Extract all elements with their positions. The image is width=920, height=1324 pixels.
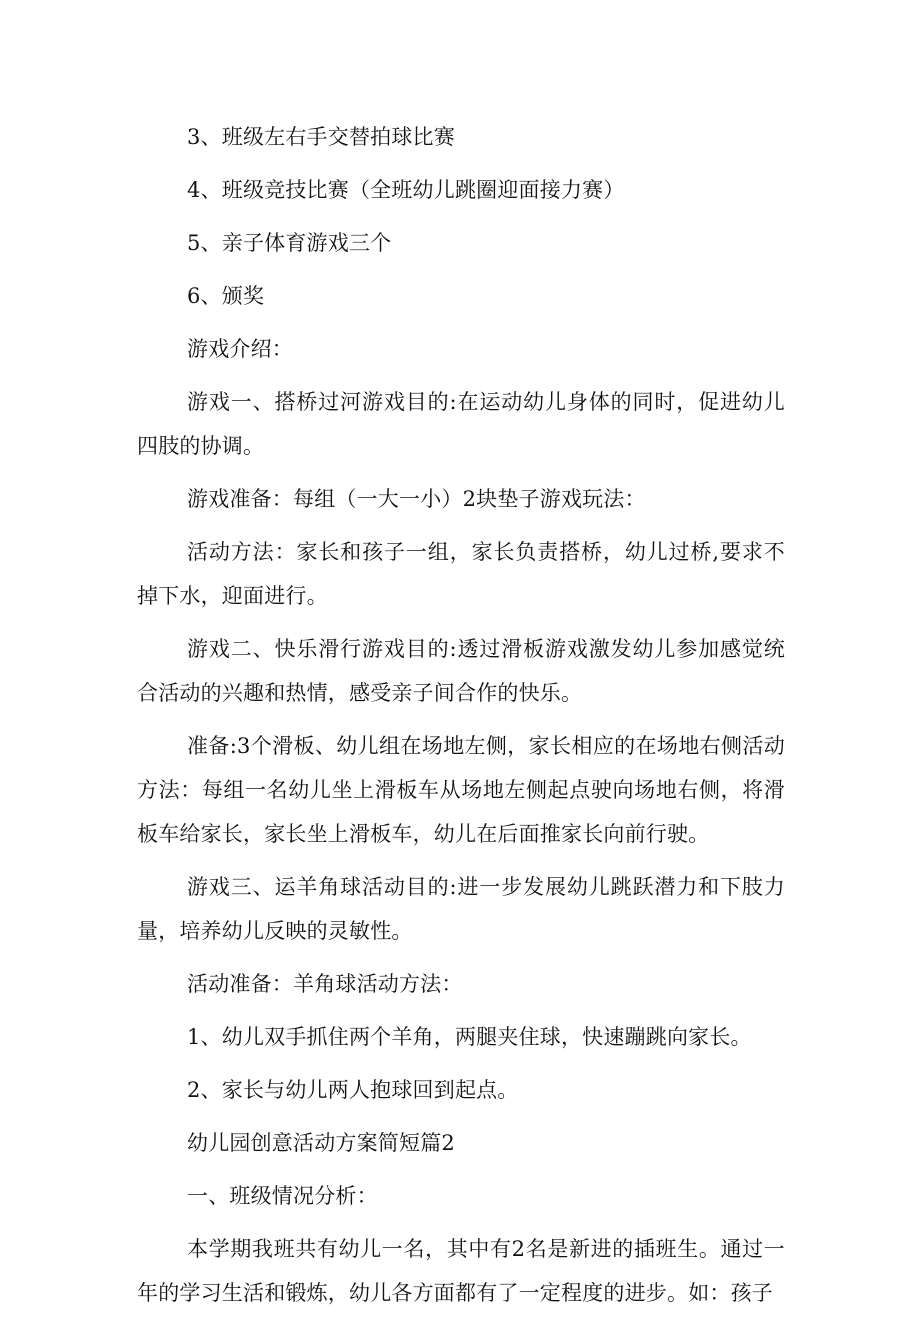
- list-item-step-1: 1、幼儿双手抓住两个羊角，两腿夹住球，快速蹦跳向家长。: [187, 1025, 752, 1049]
- paragraph-game-one: 游戏一、搭桥过河游戏目的:在运动幼儿身体的同时，促进幼儿四肢的协调。: [137, 390, 785, 458]
- paragraph-game-one-prep: 游戏准备：每组（一大一小）2块垫子游戏玩法：: [187, 487, 646, 511]
- document-body: [137, 115, 785, 1324]
- paragraph-game-three: 游戏三、运羊角球活动目的:进一步发展幼儿跳跃潜力和下肢力量，培养幼儿反映的灵敏性。: [137, 875, 785, 943]
- list-item-3: 3、班级左右手交替拍球比赛: [187, 125, 455, 149]
- section-heading-class-analysis: 一、班级情况分析：: [187, 1184, 378, 1208]
- paragraph-game-three-prep: 活动准备：羊角球活动方法：: [187, 972, 463, 996]
- list-item-step-2: 2、家长与幼儿两人抱球回到起点。: [187, 1078, 519, 1102]
- section-heading-game-intro: 游戏介绍：: [187, 337, 293, 361]
- paragraph-class-analysis: 本学期我班共有幼儿一名，其中有2名是新进的插班生。通过一年的学习生活和锻炼，幼儿各方面都有了一定程度的进步。如：孩子: [137, 1237, 785, 1305]
- list-item-4: 4、班级竞技比赛（全班幼儿跳圈迎面接力赛）: [187, 178, 625, 202]
- paragraph-game-two-prep: 准备:3个滑板、幼儿组在场地左侧，家长相应的在场地右侧活动方法：每组一名幼儿坐上滑板车从场地左侧起点驶向场地右侧，将滑板车给家长，家长坐上滑板车，幼儿在后面推家长向前行驶。: [137, 734, 785, 846]
- list-item-6: 6、颁奖: [187, 284, 265, 308]
- paragraph-game-one-method: 活动方法：家长和孩子一组，家长负责搭桥，幼儿过桥,要求不掉下水，迎面进行。: [137, 540, 785, 608]
- section-title-part-2: 幼儿园创意活动方案简短篇2: [187, 1131, 455, 1155]
- list-item-5: 5、亲子体育游戏三个: [187, 231, 392, 255]
- paragraph-game-two: 游戏二、快乐滑行游戏目的:透过滑板游戏激发幼儿参加感觉统合活动的兴趣和热情，感受亲子间合作的快乐。: [137, 637, 785, 705]
